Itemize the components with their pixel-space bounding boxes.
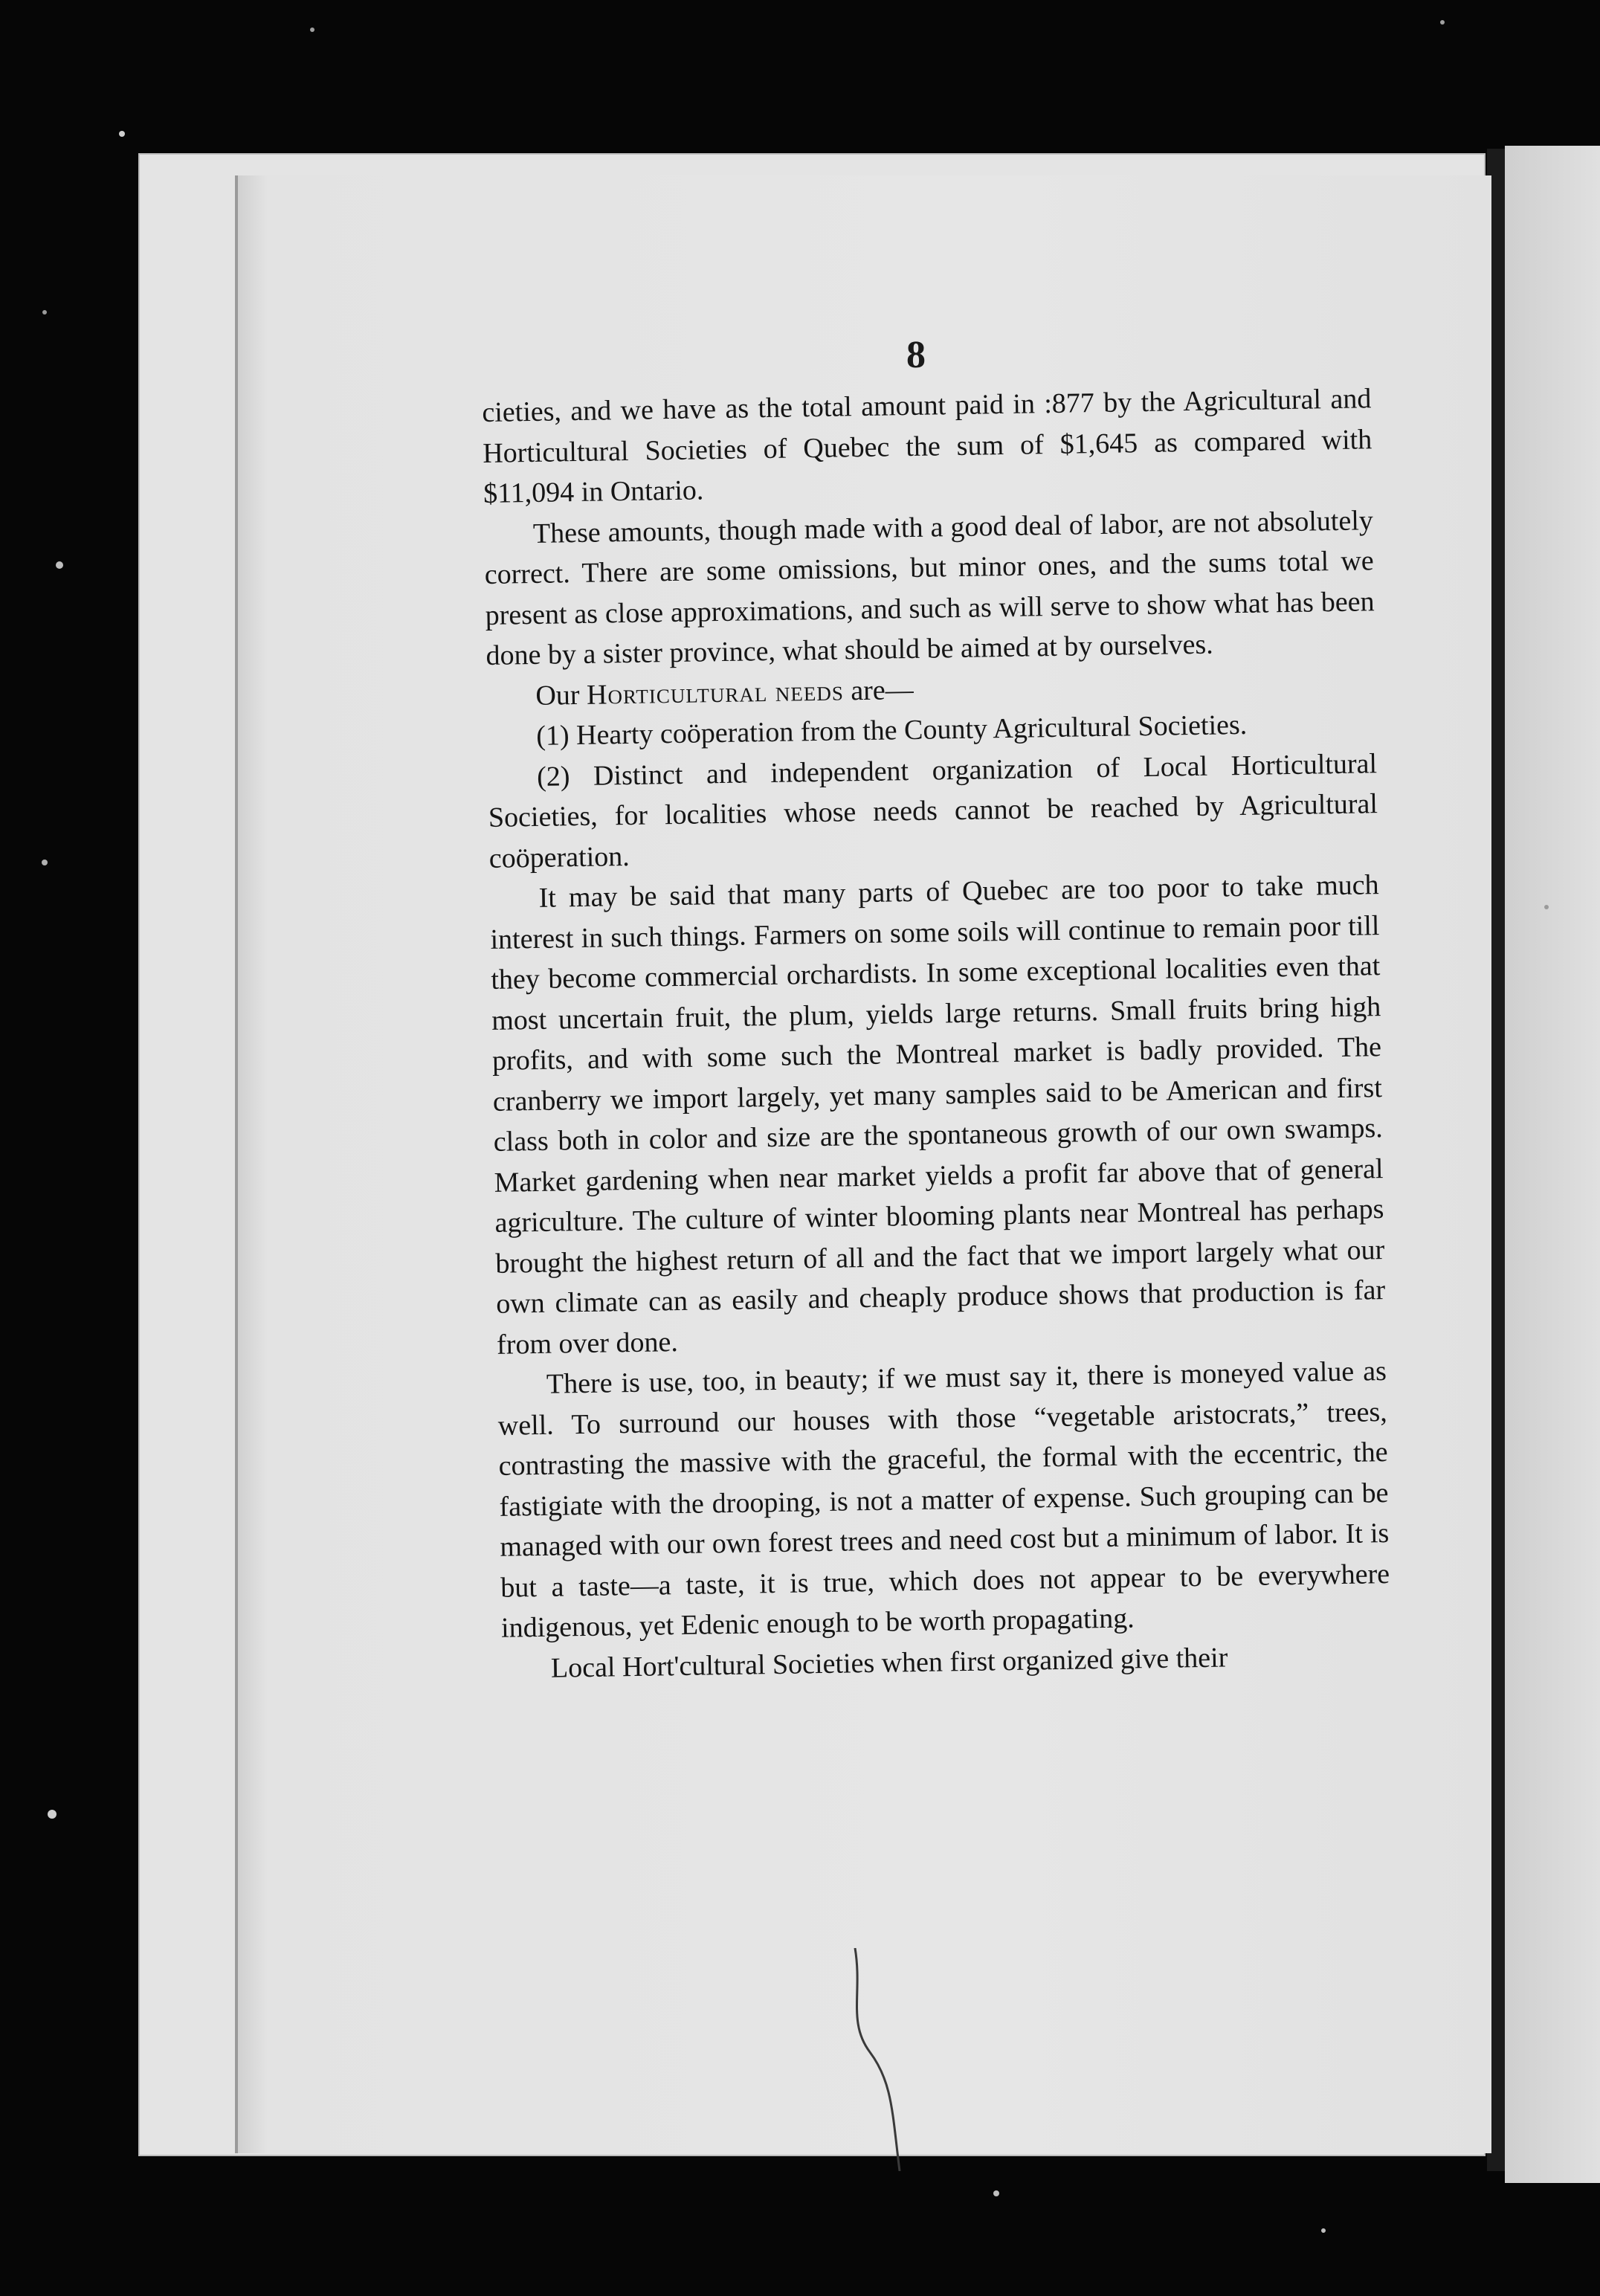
- page-number: 8: [906, 334, 926, 376]
- body-text: [482, 378, 1391, 1689]
- paragraph: These amounts, though made with a good deal of labor, are not absolutely correct. There are some omissions, but minor ones, and the sums total we present as close approximations, and such as will serve to show what has been done by a sister province, what should be aimed at by ourselves.: [484, 504, 1375, 671]
- needs-intro-prefix: Our: [535, 679, 587, 712]
- paper-tear-mark: [840, 1948, 914, 2171]
- paragraph: cieties, and we have as the total amount paid in :877 by the Agricultural and Horticultural Societies of Quebec the sum of $1,645 as compared with $11,094 in Ontario.: [482, 383, 1372, 509]
- list-item: (1) Hearty coöperation from the County Agricultural Societies.: [535, 709, 1248, 752]
- paragraph: There is use, too, in beauty; if we must say it, there is moneyed value as well. To surround our houses with those “vegetable aristocrats,” trees, contrasting the massive with the graceful, the formal with the eccentric, the fastigiate with the drooping, is not a matter of expense. Such grouping can be managed with our own forest trees and need cost but a minimum of labor. It is but a taste—a taste, it is true, which does not appear to be everywhere indigenous, yet Edenic enough to be worth propagating.: [497, 1355, 1390, 1644]
- list-item: (2) Distinct and independent organization of Local Horticultural Societies, for localities whose needs cannot be reached by Agricultural coöperation.: [488, 747, 1378, 874]
- paragraph: Local Hort'cultural Societies when first organized give their: [550, 1641, 1228, 1684]
- needs-intro-smallcaps: Horticultural needs: [586, 674, 845, 711]
- needs-intro-suffix: are—: [843, 674, 914, 706]
- paragraph: It may be said that many parts of Quebec are too poor to take much interest in such things. Farmers on some soils will continue to remain poor till they become commercial orchardists. In some exceptional localities even that most uncertain fruit, the plum, yields large returns. Small fruits bring high profits, and with some such the Montreal market is badly provided. The cranberry we import largely, yet many samples said to be American and first class both in color and size are the spontaneous growth of our own swamps. Market gardening when near market yields a profit far above that of general agriculture. The culture of winter blooming plants near Montreal has perhaps brought the highest return of all and the fact that we import largely what our own climate can as easily and cheaply produce shows that production is far from over done.: [490, 869, 1386, 1361]
